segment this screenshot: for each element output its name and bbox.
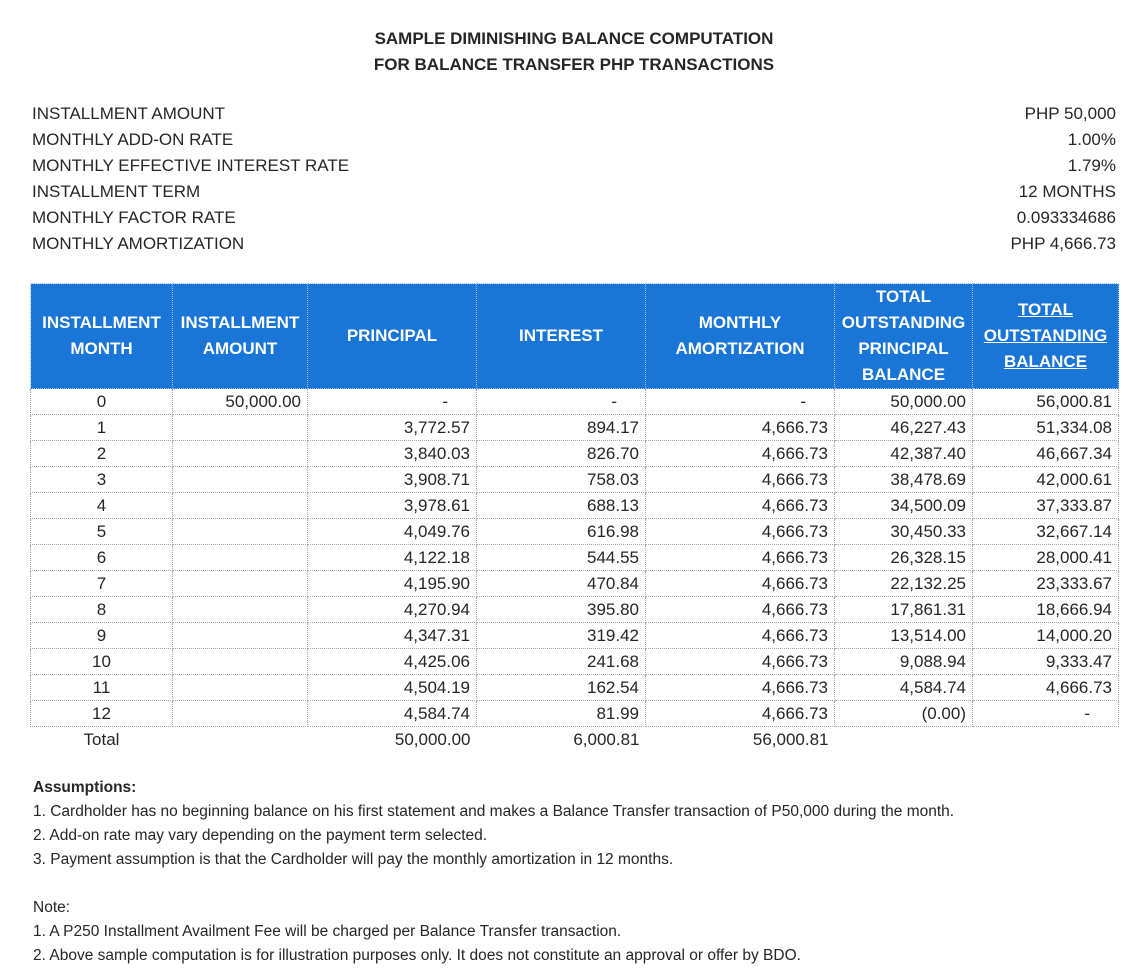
parameters-list xyxy=(32,101,1116,257)
assumptions-heading: Assumptions: xyxy=(33,779,137,796)
amortization-cell: 4,666.73 xyxy=(646,675,835,701)
amount-cell xyxy=(173,623,308,649)
notes-section xyxy=(33,776,954,968)
title-line-1: SAMPLE DIMINISHING BALANCE COMPUTATION xyxy=(374,29,774,48)
outstanding-balance-cell: 51,334.08 xyxy=(973,415,1119,441)
principal-cell: 4,584.74 xyxy=(308,701,477,727)
outstanding-principal-cell: 17,861.31 xyxy=(835,597,973,623)
param-label: MONTHLY ADD-ON RATE xyxy=(32,130,234,149)
principal-cell: 3,840.03 xyxy=(308,441,477,467)
param-value: PHP 4,666.73 xyxy=(1010,234,1116,253)
header-line: TOTAL xyxy=(875,287,932,306)
total-row xyxy=(31,727,1119,753)
principal-cell: - xyxy=(308,389,477,415)
outstanding-balance-cell: 23,333.67 xyxy=(973,571,1119,597)
table-row xyxy=(31,571,1119,597)
principal-cell: 4,504.19 xyxy=(308,675,477,701)
amortization-cell: 4,666.73 xyxy=(646,415,835,441)
outstanding-principal-cell: 46,227.43 xyxy=(835,415,973,441)
amortization-cell: 4,666.73 xyxy=(646,467,835,493)
outstanding-balance-cell: 32,667.14 xyxy=(973,519,1119,545)
header-installment-amount xyxy=(173,284,308,389)
interest-cell: 826.70 xyxy=(477,441,646,467)
month-cell: 0 xyxy=(31,389,173,415)
total-interest: 6,000.81 xyxy=(573,730,640,749)
note-item: 2. Above sample computation is for illustration purposes only. It does not constitute an approval or offer by BDO. xyxy=(33,947,801,964)
header-interest: INTEREST xyxy=(477,284,646,389)
header-line: OUTSTANDING xyxy=(841,313,966,332)
outstanding-balance-cell: 9,333.47 xyxy=(973,649,1119,675)
amortization-cell: 4,666.73 xyxy=(646,701,835,727)
table-row xyxy=(31,701,1119,727)
outstanding-balance-cell: 56,000.81 xyxy=(973,389,1119,415)
table-row xyxy=(31,649,1119,675)
param-row xyxy=(32,127,1116,153)
outstanding-balance-cell: 4,666.73 xyxy=(973,675,1119,701)
header-line: AMOUNT xyxy=(202,339,278,358)
table-row xyxy=(31,597,1119,623)
outstanding-principal-cell: 30,450.33 xyxy=(835,519,973,545)
amortization-cell: 4,666.73 xyxy=(646,493,835,519)
table-row xyxy=(31,493,1119,519)
principal-cell: 4,270.94 xyxy=(308,597,477,623)
amount-cell xyxy=(173,571,308,597)
outstanding-principal-cell: 13,514.00 xyxy=(835,623,973,649)
param-label: MONTHLY FACTOR RATE xyxy=(32,208,236,227)
interest-cell: 470.84 xyxy=(477,571,646,597)
amount-cell xyxy=(173,441,308,467)
header-line: INSTALLMENT xyxy=(180,313,300,332)
header-principal: PRINCIPAL xyxy=(308,284,477,389)
amortization-table xyxy=(30,283,1119,752)
total-amortization: 56,000.81 xyxy=(752,730,829,749)
header-line: BALANCE xyxy=(861,365,946,384)
total-label: Total xyxy=(83,730,120,749)
param-row xyxy=(32,179,1116,205)
header-line: AMORTIZATION xyxy=(675,339,805,358)
assumption-item: 3. Payment assumption is that the Cardholder will pay the monthly amortization in 12 months. xyxy=(33,851,674,868)
table-row xyxy=(31,675,1119,701)
outstanding-principal-cell: 34,500.09 xyxy=(835,493,973,519)
outstanding-balance-cell: 42,000.61 xyxy=(973,467,1119,493)
header-line: OUTSTANDING xyxy=(983,326,1108,345)
amortization-cell: 4,666.73 xyxy=(646,649,835,675)
page-title xyxy=(0,26,1148,78)
amortization-cell: 4,666.73 xyxy=(646,519,835,545)
outstanding-balance-cell: 46,667.34 xyxy=(973,441,1119,467)
assumption-item: 2. Add-on rate may vary depending on the payment term selected. xyxy=(33,827,488,844)
param-value: 1.00% xyxy=(1067,130,1116,149)
param-value: 12 MONTHS xyxy=(1018,182,1116,201)
amortization-cell: 4,666.73 xyxy=(646,623,835,649)
principal-cell: 4,049.76 xyxy=(308,519,477,545)
principal-cell: 4,425.06 xyxy=(308,649,477,675)
amortization-cell: 4,666.73 xyxy=(646,597,835,623)
header-line: INSTALLMENT xyxy=(42,313,161,332)
principal-cell: 4,195.90 xyxy=(308,571,477,597)
table-row xyxy=(31,441,1119,467)
table-cell xyxy=(835,727,973,753)
amount-cell xyxy=(173,415,308,441)
amortization-cell: - xyxy=(646,389,835,415)
param-row xyxy=(32,231,1116,257)
month-cell: 12 xyxy=(31,701,173,727)
interest-cell: 81.99 xyxy=(477,701,646,727)
interest-cell: 395.80 xyxy=(477,597,646,623)
interest-cell: 688.13 xyxy=(477,493,646,519)
principal-cell: 3,908.71 xyxy=(308,467,477,493)
interest-cell: 758.03 xyxy=(477,467,646,493)
outstanding-balance-cell: 14,000.20 xyxy=(973,623,1119,649)
outstanding-balance-cell: 28,000.41 xyxy=(973,545,1119,571)
header-line: MONTH xyxy=(70,339,133,358)
param-row xyxy=(32,101,1116,127)
param-label: INSTALLMENT TERM xyxy=(32,182,201,201)
outstanding-balance-cell: - xyxy=(973,701,1119,727)
table-row xyxy=(31,415,1119,441)
table-header-row xyxy=(31,284,1119,389)
amount-cell xyxy=(173,701,308,727)
month-cell: 4 xyxy=(31,493,173,519)
amount-cell xyxy=(173,649,308,675)
month-cell: 1 xyxy=(31,415,173,441)
amount-cell xyxy=(173,597,308,623)
principal-cell: 4,122.18 xyxy=(308,545,477,571)
outstanding-principal-cell: 42,387.40 xyxy=(835,441,973,467)
outstanding-balance-cell: 37,333.87 xyxy=(973,493,1119,519)
total-principal: 50,000.00 xyxy=(394,730,471,749)
outstanding-principal-cell: 38,478.69 xyxy=(835,467,973,493)
header-total-outstanding-principal xyxy=(835,284,973,389)
param-row xyxy=(32,205,1116,231)
month-cell: 11 xyxy=(31,675,173,701)
outstanding-principal-cell: 22,132.25 xyxy=(835,571,973,597)
title-line-2: FOR BALANCE TRANSFER PHP TRANSACTIONS xyxy=(373,55,775,74)
interest-cell: 319.42 xyxy=(477,623,646,649)
header-total-outstanding-balance xyxy=(973,284,1119,389)
interest-cell: 544.55 xyxy=(477,545,646,571)
month-cell: 8 xyxy=(31,597,173,623)
header-line: PRINCIPAL xyxy=(858,339,949,358)
amount-cell xyxy=(173,675,308,701)
outstanding-principal-cell: (0.00) xyxy=(835,701,973,727)
interest-cell: - xyxy=(477,389,646,415)
interest-cell: 616.98 xyxy=(477,519,646,545)
month-cell: 7 xyxy=(31,571,173,597)
param-value: 0.093334686 xyxy=(1016,208,1116,227)
spacer xyxy=(33,872,954,896)
month-cell: 2 xyxy=(31,441,173,467)
amortization-cell: 4,666.73 xyxy=(646,545,835,571)
table-row xyxy=(31,623,1119,649)
outstanding-principal-cell: 4,584.74 xyxy=(835,675,973,701)
interest-cell: 162.54 xyxy=(477,675,646,701)
table-row xyxy=(31,467,1119,493)
table-cell xyxy=(173,727,308,753)
note-item: 1. A P250 Installment Availment Fee will be charged per Balance Transfer transaction. xyxy=(33,923,622,940)
amount-cell xyxy=(173,467,308,493)
table-row xyxy=(31,519,1119,545)
month-cell: 6 xyxy=(31,545,173,571)
param-value: PHP 50,000 xyxy=(1024,104,1116,123)
amortization-cell: 4,666.73 xyxy=(646,441,835,467)
amount-cell xyxy=(173,519,308,545)
month-cell: 10 xyxy=(31,649,173,675)
amount-cell: 50,000.00 xyxy=(173,389,308,415)
header-line: MONTHLY xyxy=(698,313,782,332)
interest-cell: 241.68 xyxy=(477,649,646,675)
month-cell: 5 xyxy=(31,519,173,545)
outstanding-principal-cell: 26,328.15 xyxy=(835,545,973,571)
table-row xyxy=(31,545,1119,571)
param-label: MONTHLY AMORTIZATION xyxy=(32,234,245,253)
principal-cell: 3,978.61 xyxy=(308,493,477,519)
amount-cell xyxy=(173,545,308,571)
param-row xyxy=(32,153,1116,179)
amount-cell xyxy=(173,493,308,519)
table-body xyxy=(31,389,1119,753)
note-heading: Note: xyxy=(33,899,71,916)
table-row xyxy=(31,389,1119,415)
param-value: 1.79% xyxy=(1067,156,1116,175)
header-installment-month xyxy=(31,284,173,389)
month-cell: 3 xyxy=(31,467,173,493)
outstanding-principal-cell: 50,000.00 xyxy=(835,389,973,415)
param-label: MONTHLY EFFECTIVE INTEREST RATE xyxy=(32,156,350,175)
header-monthly-amortization xyxy=(646,284,835,389)
outstanding-principal-cell: 9,088.94 xyxy=(835,649,973,675)
month-cell: 9 xyxy=(31,623,173,649)
principal-cell: 4,347.31 xyxy=(308,623,477,649)
amortization-cell: 4,666.73 xyxy=(646,571,835,597)
principal-cell: 3,772.57 xyxy=(308,415,477,441)
assumption-item: 1. Cardholder has no beginning balance on his first statement and makes a Balance Transfer transaction of P50,000 during the month. xyxy=(33,803,955,820)
param-label: INSTALLMENT AMOUNT xyxy=(32,104,226,123)
interest-cell: 894.17 xyxy=(477,415,646,441)
table-cell xyxy=(973,727,1119,753)
header-line: TOTAL xyxy=(1017,300,1074,319)
outstanding-balance-cell: 18,666.94 xyxy=(973,597,1119,623)
header-line: BALANCE xyxy=(1003,352,1088,371)
